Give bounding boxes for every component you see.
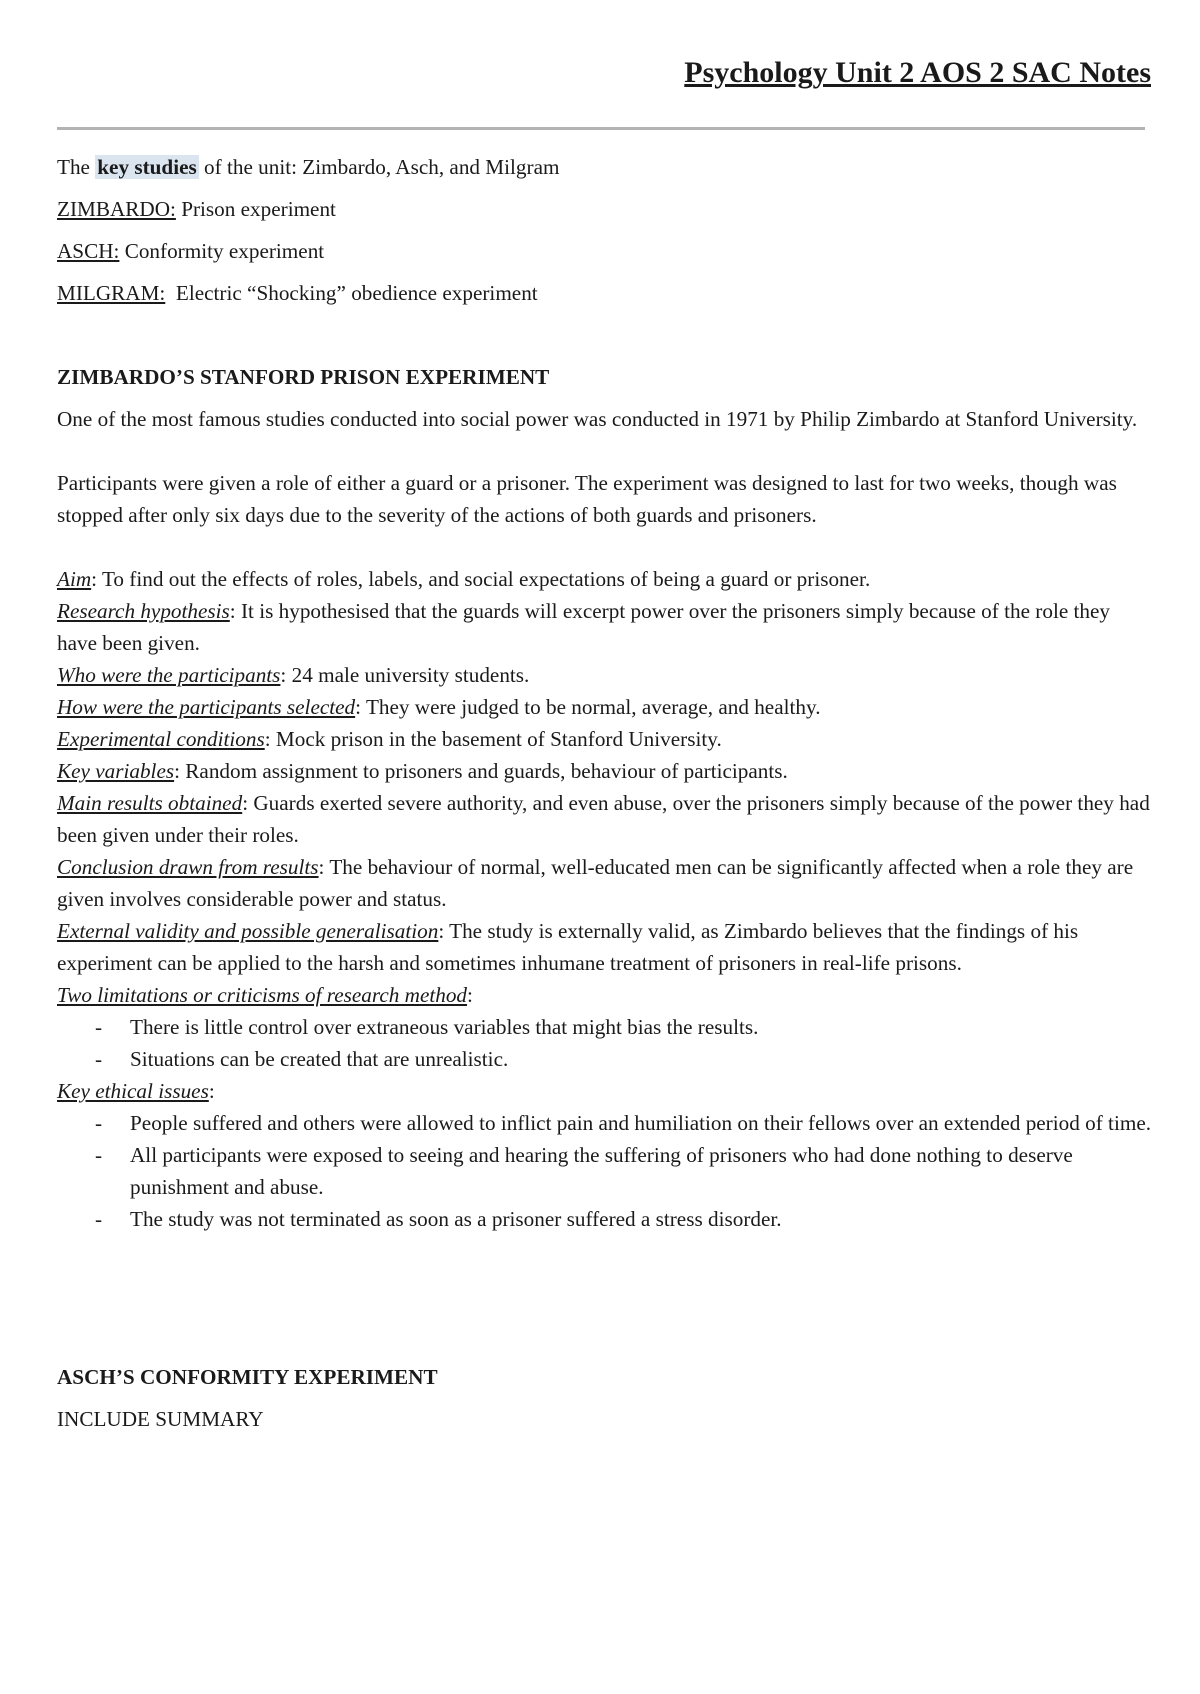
detail-suffix: : [208, 1079, 215, 1103]
ethics-list [57, 1107, 1152, 1235]
intro-line [57, 151, 1152, 183]
detail-text: : The study is externally valid, as Zimbardo believes that the findings of his experiment can be applied to the harsh and sometimes inhumane treatment of prisoners in real-life prisons. [57, 919, 1079, 975]
zimbardo-details [57, 563, 1152, 1235]
detail-text: : Random assignment to prisoners and guards, behaviour of participants. [174, 759, 788, 783]
asch-heading: ASCH’S CONFORMITY EXPERIMENT [57, 1365, 438, 1389]
detail-label: How were the participants selected [57, 695, 356, 719]
detail-label: Research hypothesis [57, 599, 230, 623]
detail-label: Main results obtained [57, 791, 243, 815]
detail-conclusion [57, 851, 1152, 915]
study-text: Prison experiment [175, 197, 336, 221]
detail-label: Who were the participants [57, 663, 281, 687]
list-item: - The study was not terminated as soon as a prisoner suffered a stress disorder. [57, 1203, 1152, 1235]
detail-aim [57, 563, 1152, 595]
detail-conditions [57, 723, 1152, 755]
detail-label: Key variables [57, 759, 175, 783]
asch-summary: INCLUDE SUMMARY [57, 1407, 264, 1431]
study-text: Conformity experiment [119, 239, 325, 263]
list-item: - All participants were exposed to seeing and hearing the suffering of prisoners who had done nothing to deserve punishment and abuse. [57, 1139, 1152, 1203]
detail-results [57, 787, 1152, 851]
study-line-zimbardo [57, 193, 1152, 225]
detail-label: Key ethical issues [57, 1079, 209, 1103]
detail-text: : To find out the effects of roles, labels, and social expectations of being a guard or prisoner. [91, 567, 871, 591]
detail-variables [57, 755, 1152, 787]
detail-label: Aim [57, 567, 92, 591]
document-title: Psychology Unit 2 AOS 2 SAC Notes [684, 56, 1151, 89]
limitations-heading [57, 979, 1152, 1011]
zimbardo-roles-paragraph: Participants were given a role of either a guard or a prisoner. The experiment was designed to last for two weeks, though was stopped after only six days due to the severity of the actions of both guards and prisoners. [57, 471, 1117, 527]
ethics-heading [57, 1075, 1152, 1107]
study-text: Electric “Shocking” obedience experiment [165, 281, 538, 305]
detail-label: Experimental conditions [57, 727, 265, 751]
detail-text: : It is hypothesised that the guards will excerpt power over the prisoners simply because of the role they have been given. [57, 599, 1111, 655]
detail-label: Conclusion drawn from results [57, 855, 319, 879]
intro-prefix: The [57, 155, 96, 179]
detail-participants [57, 659, 1152, 691]
zimbardo-heading: ZIMBARDO’S STANFORD PRISON EXPERIMENT [57, 365, 550, 389]
detail-text: : Mock prison in the basement of Stanford University. [264, 727, 722, 751]
study-label: MILGRAM: [57, 281, 166, 305]
detail-label: Two limitations or criticisms of research method [57, 983, 468, 1007]
list-item: - People suffered and others were allowed to inflict pain and humiliation on their fellows over an extended period of time. [57, 1107, 1152, 1139]
study-label: ASCH: [57, 239, 120, 263]
limitations-list [57, 1011, 1152, 1075]
title-divider [57, 127, 1145, 130]
study-line-milgram [57, 277, 1152, 309]
intro-suffix: of the unit: Zimbardo, Asch, and Milgram [198, 155, 560, 179]
key-studies-highlight: key studies [97, 155, 197, 179]
detail-text: : They were judged to be normal, average, and healthy. [355, 695, 821, 719]
detail-label: External validity and possible generalisation [57, 919, 439, 943]
detail-hypothesis [57, 595, 1152, 659]
study-label: ZIMBARDO: [57, 197, 176, 221]
detail-text: : 24 male university students. [280, 663, 530, 687]
detail-text: : The behaviour of normal, well-educated men can be significantly affected when a role they are given involves considerable power and status. [57, 855, 1134, 911]
list-item: - Situations can be created that are unrealistic. [57, 1043, 1152, 1075]
detail-validity [57, 915, 1152, 979]
study-line-asch [57, 235, 1152, 267]
detail-text: : Guards exerted severe authority, and even abuse, over the prisoners simply because of the power they had been given under their roles. [57, 791, 1150, 847]
document-body [57, 151, 1152, 1435]
list-item: - There is little control over extraneous variables that might bias the results. [57, 1011, 1152, 1043]
zimbardo-intro-paragraph: One of the most famous studies conducted into social power was conducted in 1971 by Philip Zimbardo at Stanford University. [57, 407, 1138, 431]
detail-selection [57, 691, 1152, 723]
detail-suffix: : [467, 983, 473, 1007]
